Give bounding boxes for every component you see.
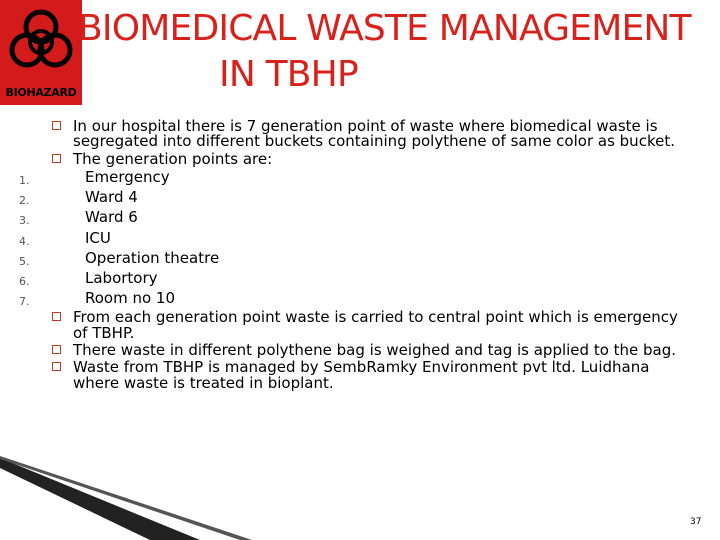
item-number: 3. [19, 214, 30, 228]
bullet-item [0, 308, 720, 341]
numbered-item [0, 167, 720, 187]
numbered-item [0, 228, 720, 248]
item-text: ICU [85, 228, 111, 247]
item-number: 4. [19, 234, 30, 248]
numbered-item [0, 288, 720, 308]
numbered-item [0, 207, 720, 227]
square-bullet-icon [52, 362, 61, 371]
bullet-text: From each generation point waste is carried to central point which is emergency of TBHP. [73, 308, 678, 342]
slide-content [0, 117, 720, 391]
bullet-text: There waste in different polythene bag is weighed and tag is applied to the bag. [73, 340, 677, 359]
biohazard-icon [3, 2, 79, 82]
bullet-text: Waste from TBHP is managed by SembRamky Environment pvt ltd. Luidhana where waste is treated in bioplant. [73, 358, 650, 392]
bullet-item [0, 358, 720, 391]
item-text: Labortory [85, 268, 158, 287]
bullet-item [0, 341, 720, 358]
item-text: Ward 4 [85, 188, 138, 207]
bullet-item [0, 150, 720, 167]
page-number: 37 [690, 517, 702, 527]
numbered-item [0, 248, 720, 268]
bullet-text: In our hospital there is 7 generation point of waste where biomedical waste is segregated into different buckets containing polythene of same color as bucket. [73, 117, 675, 151]
item-text: Ward 6 [85, 208, 138, 227]
title-line-1: BIOMEDICAL WASTE MANAGEMENT [78, 8, 691, 49]
numbered-item [0, 268, 720, 288]
title-line-2: IN TBHP [219, 54, 358, 95]
square-bullet-icon [52, 345, 61, 354]
slide-title [78, 6, 718, 98]
item-number: 1. [19, 173, 30, 187]
decorative-wedge [0, 456, 720, 540]
bullet-item [0, 117, 720, 150]
item-text: Operation theatre [85, 248, 220, 267]
item-number: 6. [19, 274, 30, 288]
numbered-item [0, 187, 720, 207]
item-number: 2. [19, 194, 30, 208]
square-bullet-icon [52, 312, 61, 321]
item-text: Emergency [85, 167, 170, 186]
item-number: 5. [19, 254, 30, 268]
item-text: Room no 10 [85, 289, 176, 308]
biohazard-label: BIOHAZARD [5, 86, 77, 99]
square-bullet-icon [52, 154, 61, 163]
item-number: 7. [19, 295, 30, 309]
biohazard-logo [0, 0, 82, 105]
square-bullet-icon [52, 121, 61, 130]
bullet-text: The generation points are: [73, 149, 273, 168]
